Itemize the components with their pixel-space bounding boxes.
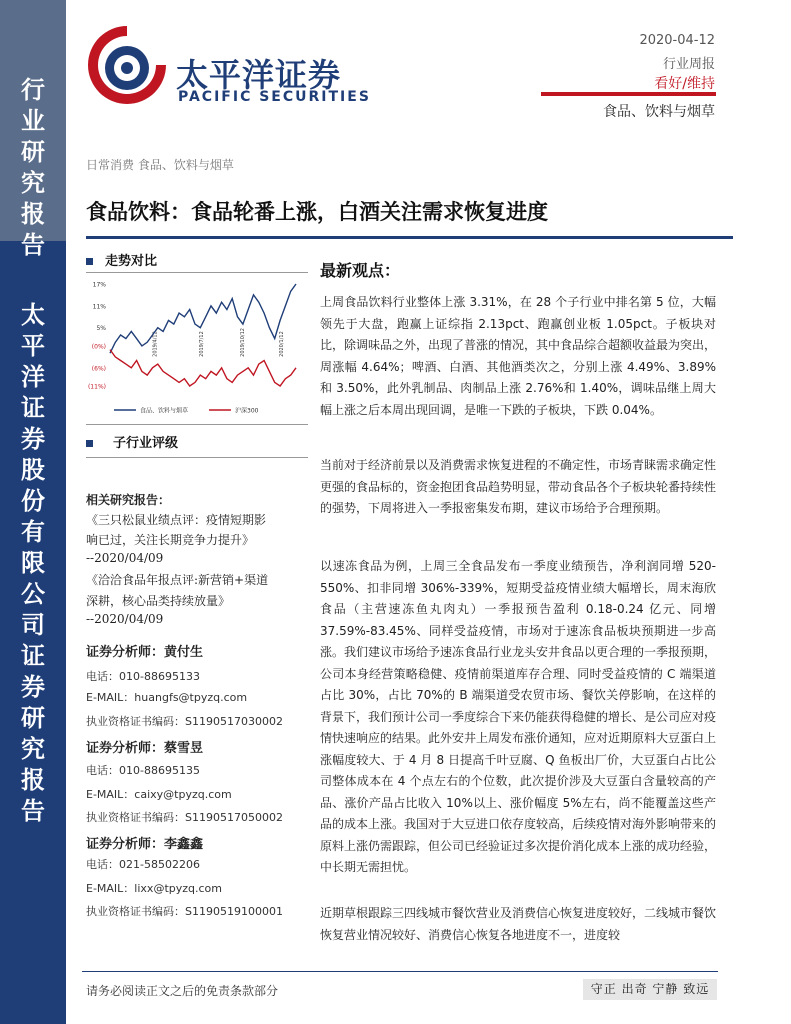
related-heading: 相关研究报告：	[86, 493, 171, 507]
x-tick-label: 2019/10/12	[239, 328, 246, 357]
rating-label: 看好/维持	[654, 76, 715, 92]
page-title: 食品饮料：食品轮番上涨，白酒关注需求恢复进度	[86, 199, 548, 224]
analyst-3-name: 证券分析师：李鑫鑫	[86, 837, 204, 852]
y-tick-label: 5%	[96, 325, 106, 333]
analyst-2-email[interactable]: E-MAIL：caixy@tpyzq.com	[86, 788, 232, 801]
legend-label: 沪深300	[235, 407, 259, 415]
report-date: 2020-04-12	[639, 33, 715, 48]
pacific-logo-icon	[82, 20, 172, 110]
analyst-1-phone: 电话：010-88695133	[86, 670, 200, 683]
footer-divider	[82, 971, 718, 972]
industry-subline: 日常消费 食品、饮料与烟草	[86, 158, 234, 172]
sidebar-report-type-vertical: 行 业 研 究 报 告	[21, 76, 45, 259]
trend-divider	[86, 272, 308, 273]
sub-rating-heading: 子行业评级	[86, 432, 178, 451]
title-divider	[86, 236, 733, 239]
related-item-2-date: --2020/04/09	[86, 612, 164, 626]
sub-rating-divider	[86, 457, 308, 458]
latest-view-heading: 最新观点：	[320, 261, 401, 280]
y-tick-label: (6%)	[91, 365, 106, 373]
report-type: 行业周报	[662, 57, 715, 72]
paragraph-2: 当前对于经济前景以及消费需求恢复进程的不确定性，市场青睐需求确定性更强的食品标的，资金抱团食品趋势明显，带动食品各个子板块轮番持续性的强势，下周将进入一季报密集发布期，建议市场给予合理预期。	[320, 458, 717, 515]
trend-heading: 走势对比	[86, 250, 157, 269]
trend-chart	[84, 276, 310, 418]
sector-label: 食品、饮料与烟草	[603, 104, 715, 120]
related-item-1-line1: 《三只松鼠业绩点评：疫情短期影	[86, 513, 267, 527]
analyst-2-phone: 电话：010-88695135	[86, 764, 200, 777]
related-item-1-line2: 响已过，关注长期竞争力提升》	[86, 533, 255, 547]
analyst-1-name: 证券分析师：黄付生	[86, 645, 204, 660]
y-tick-label: (0%)	[91, 343, 106, 351]
header-accent-bar	[541, 92, 716, 96]
square-bullet-icon	[86, 258, 93, 265]
sidebar-company-vertical: 太 平 洋 证 券 股 份 有 限 公 司 证 券 研 究 报 告	[21, 301, 45, 825]
analyst-3-cert: 执业资格证书编码：S1190519100001	[86, 905, 283, 918]
square-bullet-icon	[86, 440, 93, 447]
analyst-2-cert: 执业资格证书编码：S1190517050002	[86, 811, 283, 824]
y-tick-label: (11%)	[87, 383, 106, 391]
footer-disclaimer: 请务必阅读正文之后的免责条款部分	[86, 984, 279, 998]
x-tick-label: 2019/7/12	[199, 331, 205, 357]
legend-label: 食品、饮料与烟草	[140, 407, 189, 415]
footer-motto: 守正 出奇 宁静 致远	[583, 979, 717, 1000]
analyst-2-name: 证券分析师：蔡雪昱	[86, 741, 204, 756]
brand-name-en: PACIFIC SECURITIES	[178, 89, 371, 105]
analyst-1-email[interactable]: E-MAIL：huangfs@tpyzq.com	[86, 691, 248, 704]
related-item-2-line2: 深耕，核心品类持续放量》	[86, 594, 231, 608]
paragraph-1: 上周食品饮料行业整体上涨 3.31%，在 28 个子行业中排名第 5 位，大幅领先于大盘，跑赢上证综指 2.13pct、跑赢创业板 1.05pct。子板块对比，除调味品之外，出现了普涨的情况，其中食品综合超额收益最为突出，周涨幅 4.64%；啤酒、白酒、其他酒类次之，分别上涨 4.49%、3.89%和 3.50%，此外乳制品、肉制品上涨 2.76%和 1.40%，调味品继上周大幅上涨之后本周出现回调，是唯一下跌的子板块，下跌 0.04%。	[320, 295, 717, 417]
analyst-1-cert: 执业资格证书编码：S1190517030002	[86, 715, 283, 728]
analyst-3-phone: 电话：021-58502206	[86, 858, 200, 871]
x-tick-label: 2019/4/12	[152, 331, 159, 357]
paragraph-4: 近期草根跟踪三四线城市餐饮营业及消费信心恢复进度较好，二线城市餐饮恢复营业情况较好、消费信心恢复各地进度不一，进度较	[320, 906, 717, 942]
brand-name-cn: 太平洋证券	[176, 56, 342, 94]
y-tick-label: 17%	[92, 281, 106, 289]
y-tick-label: 11%	[92, 303, 106, 311]
related-item-2-line1: 《洽洽食品年报点评:新营销+渠道	[86, 573, 269, 587]
x-tick-label: 2020/1/12	[278, 331, 285, 357]
paragraph-3: 以速冻食品为例，上周三全食品发布一季度业绩预告，净利润同增 520-550%、扣非同增 306%-339%，短期受益疫情业绩大幅增长，周末海欣食品（主营速冻鱼丸肉丸）一季报预告盈利 0.18-0.24 亿元、同增 37.59%-83.45%、同样受益疫情，市场对于速冻食品板块预期进一步高涨。我们建议市场给予速冻食品行业龙头安井食品以更合理的一季报预期，公司本身经营策略稳健、疫情前渠道库存合理、同时受益疫情的 C 端渠道占比 30%，占比 70%的 B 端渠道受农贸市场、餐饮关停影响，在这样的背景下，我们预计公司一季度综合下来仍能获得稳健的增长、是公司应对疫情快速响应的结果。此外安井上周发布涨价通知，应对近期原料大豆蛋白上涨幅度较大、于 4 月 8 日提高千叶豆腐、Q 鱼板出厂价，大豆蛋白占比公司整体成本在 4 个点左右的个位数，此次提价涉及大豆蛋白含量较高的产品、涨价产品占比收入 10%以上、涨价幅度 5%左右，尚不能覆盖这些产品的成本上涨。我国对于大豆进口依存度较高，后续疫情对海外影响带来的原料上涨仍需跟踪，但公司已经验证过多次提价消化成本上涨的成功经验，中长期无需担忧。	[320, 559, 717, 874]
analyst-3-email[interactable]: E-MAIL：lixx@tpyzq.com	[86, 882, 222, 895]
related-item-1-date: --2020/04/09	[86, 551, 164, 565]
chart-bottom-divider	[86, 424, 308, 425]
